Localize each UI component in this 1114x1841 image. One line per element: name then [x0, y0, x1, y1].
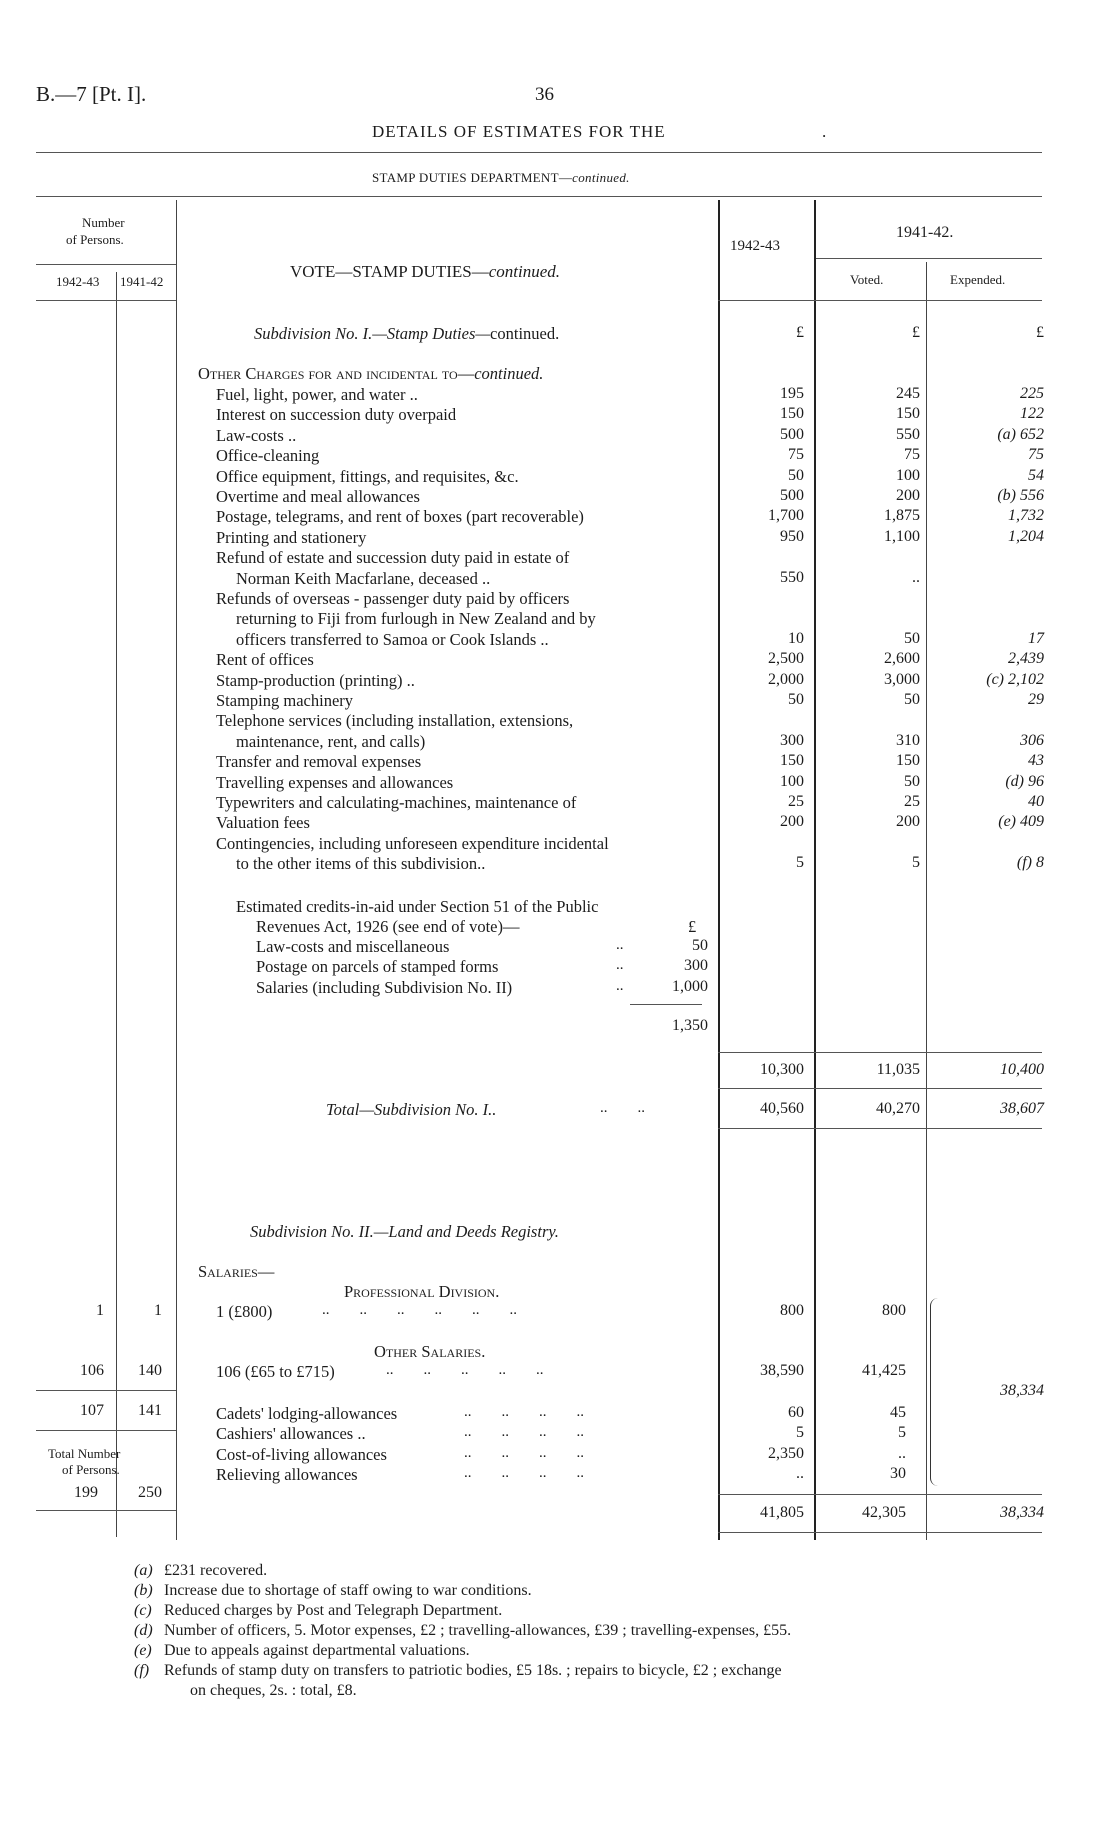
- charge-item-voted: 1,100: [884, 527, 920, 545]
- charge-item-expended: 43: [1028, 752, 1044, 770]
- header-rule: [36, 152, 1042, 153]
- charge-item-label: Overtime and meal allowances: [216, 487, 420, 506]
- credits-total: 1,350: [672, 1017, 708, 1034]
- persons-total-rule: [36, 1510, 176, 1511]
- total-persons-1942: 199: [74, 1484, 98, 1501]
- charge-item-voted: ..: [912, 568, 920, 586]
- charge-item-expended: 40: [1028, 793, 1044, 810]
- other-row-1942: 38,590: [760, 1362, 804, 1379]
- charge-item-label: returning to Fiji from furlough in New Zealand and by: [236, 609, 596, 629]
- charge-item-voted: 75: [904, 446, 920, 464]
- charge-item-label: Refund of estate and succession duty paid in estate of: [216, 548, 570, 568]
- currency-expended: £: [1036, 324, 1044, 341]
- charge-item-expended: 29: [1028, 691, 1044, 708]
- charge-item-voted: 200: [896, 813, 920, 831]
- credit-item-label: Salaries (including Subdivision No. II): [256, 977, 513, 997]
- charge-item-voted: 150: [896, 752, 920, 770]
- charge-item-expended: (c) 2,102: [986, 670, 1044, 688]
- charge-item-expended: 2,439: [1008, 650, 1044, 668]
- charge-item-1942: 150: [780, 405, 804, 423]
- footnote-mark: (f): [134, 1662, 150, 1679]
- charge-item-1942: 10: [788, 629, 804, 647]
- charge-item-1942: 5: [796, 854, 804, 872]
- charge-item-1942: 50: [788, 691, 804, 708]
- footnote-mark: (b): [134, 1582, 153, 1599]
- charge-item-voted: 150: [896, 405, 920, 423]
- allowance-item-voted: 45: [890, 1404, 906, 1421]
- prof-persons-1941: 1: [154, 1302, 162, 1319]
- charge-item-label: Law-costs ..: [216, 425, 297, 445]
- persons-header-rule-2: [36, 300, 176, 301]
- column-divider-expended: [926, 262, 927, 1540]
- charge-item-expended: 75: [1028, 446, 1044, 464]
- allowance-item-voted: 5: [898, 1424, 906, 1442]
- charge-item-voted: 5: [912, 854, 920, 872]
- year-1942-43: 1942-43: [730, 238, 780, 254]
- charge-item-1942: 25: [788, 793, 804, 810]
- total-persons-label-2: of Persons.: [62, 1462, 120, 1477]
- expended-header: Expended.: [950, 272, 1006, 287]
- total-expended: 38,607: [1000, 1100, 1044, 1117]
- allowance-item-voted: 30: [890, 1465, 906, 1483]
- credit-item-dots: ..: [616, 937, 624, 953]
- footnote: [190, 1682, 357, 1700]
- footnote: [134, 1602, 502, 1620]
- persons-header-2: of Persons.: [66, 232, 124, 247]
- credit-item-amount: 300: [684, 957, 708, 975]
- allowance-item-1942: 5: [796, 1424, 804, 1442]
- credits-pound: £: [688, 917, 697, 936]
- charge-item-label: Rent of offices: [216, 650, 314, 670]
- charge-item-label: Stamping machinery: [216, 691, 354, 710]
- other-persons-1941: 140: [138, 1362, 162, 1379]
- other-persons-1942: 106: [80, 1362, 104, 1379]
- vote-title: VOTE—STAMP DUTIES—continued.: [290, 262, 561, 281]
- charge-item-voted: 3,000: [884, 670, 920, 688]
- charge-item-expended: (b) 556: [997, 487, 1044, 504]
- footnote-mark: (e): [134, 1642, 152, 1659]
- charge-item-voted: 100: [896, 466, 920, 484]
- footnote-mark: (d): [134, 1622, 153, 1639]
- allowance-item-1942: ..: [796, 1465, 804, 1483]
- persons-subtotal-1942: 107: [80, 1402, 104, 1419]
- credit-item-amount: 50: [692, 937, 708, 954]
- footnote: [134, 1642, 470, 1660]
- charge-item-label: Valuation fees: [216, 813, 310, 833]
- charge-item-1942: 300: [780, 731, 804, 749]
- charge-item-1942: 2,000: [768, 670, 804, 688]
- persons-year-divider: [116, 272, 117, 1537]
- allowance-item-label: Relieving allowances: [216, 1465, 358, 1485]
- department-title: STAMP DUTIES DEPARTMENT—continued.: [372, 170, 630, 185]
- prof-row-1942: 800: [780, 1302, 804, 1319]
- document-reference: B.—7 [Pt. I].: [36, 82, 147, 106]
- prof-row-dots: .. .. .. .. .. ..: [322, 1302, 517, 1318]
- subdivision-2-heading: Subdivision No. II.—Land and Deeds Registry.: [250, 1222, 559, 1241]
- charge-item-1942: 550: [780, 568, 804, 586]
- persons-subtotal-1941: 141: [138, 1402, 162, 1419]
- charge-item-1942: 195: [780, 385, 804, 402]
- allowance-item-1942: 2,350: [768, 1444, 804, 1462]
- footnote-mark: (a): [134, 1562, 153, 1579]
- charge-item-1942: 150: [780, 752, 804, 770]
- persons-subtotal-rule-2: [36, 1430, 176, 1431]
- subdivision-2-total-rule-2: [718, 1532, 1042, 1533]
- footnote-text: £231 recovered.: [164, 1562, 268, 1579]
- charge-item-label: Travelling expenses and allowances: [216, 772, 454, 792]
- credits-line-2: Revenues Act, 1926 (see end of vote)—: [256, 917, 520, 936]
- footnote-text: on cheques, 2s. : total, £8.: [190, 1682, 357, 1699]
- charge-item-voted: 50: [904, 691, 920, 708]
- persons-subtotal-rule: [36, 1390, 176, 1391]
- allowance-item-1942: 60: [788, 1404, 804, 1421]
- charge-item-label: officers transferred to Samoa or Cook Islands ..: [236, 629, 549, 649]
- subtotal-expended: 10,400: [1000, 1061, 1044, 1078]
- charge-item-expended: (a) 652: [997, 425, 1044, 443]
- subdivision-1-total-label: Total—Subdivision No. I..: [326, 1100, 497, 1119]
- footnote-text: Due to appeals against departmental valuations.: [164, 1642, 470, 1659]
- total-voted: 40,270: [876, 1100, 920, 1117]
- charge-item-expended: 122: [1020, 405, 1044, 423]
- charge-item-expended: 225: [1020, 385, 1044, 402]
- page-number: 36: [535, 84, 554, 105]
- title-trailing-dot: .: [822, 122, 827, 141]
- charge-item-1942: 950: [780, 527, 804, 545]
- persons-column-divider: [176, 200, 177, 1540]
- footnote-text: Refunds of stamp duty on transfers to patriotic bodies, £5 18s. ; repairs to bicycle, £2 ; exchange: [164, 1662, 782, 1679]
- footnote-text: Number of officers, 5. Motor expenses, £2 ; travelling-allowances, £39 ; travelling-expenses, £55.: [164, 1622, 792, 1639]
- footnote-mark: (c): [134, 1602, 152, 1619]
- charge-item-expended: 54: [1028, 466, 1044, 484]
- charge-item-label: Office equipment, fittings, and requisites, &c.: [216, 466, 519, 486]
- year-header-rule: [816, 258, 1042, 259]
- professional-division-heading: Professional Division.: [344, 1282, 500, 1301]
- charge-item-voted: 245: [896, 385, 920, 402]
- charge-item-1942: 50: [788, 466, 804, 484]
- subtotal-voted: 11,035: [876, 1061, 920, 1078]
- other-salaries-heading: Other Salaries.: [374, 1342, 486, 1361]
- total-dots: .. ..: [600, 1100, 645, 1116]
- persons-header-rule: [36, 264, 176, 265]
- currency-voted: £: [912, 324, 920, 341]
- charge-item-label: Office-cleaning: [216, 446, 320, 466]
- charge-item-voted: 200: [896, 487, 920, 504]
- allowance-item-label: Cost-of-living allowances: [216, 1444, 387, 1464]
- subtotal-1942: 10,300: [760, 1061, 804, 1078]
- allowance-item-label: Cashiers' allowances ..: [216, 1424, 366, 1444]
- credit-item-label: Postage on parcels of stamped forms: [256, 957, 499, 977]
- allowance-item-dots: .. .. .. ..: [464, 1465, 584, 1482]
- charge-item-label: Postage, telegrams, and rent of boxes (part recoverable): [216, 507, 584, 527]
- credits-rule: [630, 1004, 702, 1005]
- allowance-item-label: Cadets' lodging-allowances: [216, 1404, 398, 1423]
- bracket-expended-value: 38,334: [1000, 1382, 1044, 1399]
- subtotal-rule-2: [718, 1088, 1042, 1089]
- charge-item-label: to the other items of this subdivision..: [236, 854, 486, 874]
- subdivision-2-total-1942: 41,805: [760, 1504, 804, 1521]
- total-1942: 40,560: [760, 1100, 804, 1117]
- charge-item-label: Typewriters and calculating-machines, maintenance of: [216, 793, 577, 812]
- charge-item-1942: 75: [788, 446, 804, 464]
- charge-item-1942: 2,500: [768, 650, 804, 668]
- prof-persons-1942: 1: [96, 1302, 104, 1319]
- charge-item-expended: (e) 409: [998, 813, 1044, 831]
- charge-item-1942: 500: [780, 487, 804, 504]
- charge-item-label: Fuel, light, power, and water ..: [216, 385, 418, 404]
- footnote-text: Reduced charges by Post and Telegraph Department.: [164, 1602, 503, 1619]
- charge-item-voted: 2,600: [884, 650, 920, 668]
- subdivision-2-total-rule: [718, 1494, 1042, 1495]
- allowance-item-voted: ..: [898, 1444, 906, 1462]
- charge-item-voted: 1,875: [884, 507, 920, 525]
- charge-item-expended: 306: [1020, 731, 1044, 749]
- credit-item-dots: ..: [616, 977, 624, 994]
- charge-item-voted: 550: [896, 425, 920, 443]
- page-title: DETAILS OF ESTIMATES FOR THE: [372, 122, 666, 141]
- subdivision-1-heading: Subdivision No. I.—Stamp Duties—continued.: [254, 324, 560, 343]
- footnote-text: Increase due to shortage of staff owing to war conditions.: [164, 1582, 532, 1599]
- charge-item-expended: (f) 8: [1016, 854, 1044, 872]
- charge-item-1942: 200: [780, 813, 804, 831]
- subdivision-2-total-voted: 42,305: [862, 1504, 906, 1521]
- other-row-voted: 41,425: [862, 1362, 906, 1379]
- credit-item-label: Law-costs and miscellaneous: [256, 937, 450, 956]
- other-row-dots: .. .. .. .. ..: [386, 1362, 544, 1378]
- footnote: [134, 1662, 782, 1680]
- charge-item-1942: 1,700: [768, 507, 804, 525]
- footnote: [134, 1622, 791, 1640]
- charge-item-label: Stamp-production (printing) ..: [216, 670, 415, 690]
- charge-item-label: Refunds of overseas - passenger duty paid by officers: [216, 589, 570, 608]
- charge-item-voted: 50: [904, 629, 920, 647]
- total-rule: [718, 1128, 1042, 1129]
- subdivision-2-total-expended: 38,334: [1000, 1504, 1044, 1521]
- charge-item-voted: 50: [904, 772, 920, 790]
- allowance-item-dots: .. .. .. ..: [464, 1404, 584, 1420]
- persons-col-1941: 1941-42: [120, 274, 164, 289]
- charge-item-1942: 500: [780, 425, 804, 443]
- charge-item-voted: 310: [896, 731, 920, 749]
- charge-item-label: maintenance, rent, and calls): [236, 731, 426, 751]
- credits-line-1: Estimated credits-in-aid under Section 51 of the Public: [236, 897, 599, 916]
- subtotal-rule: [718, 1052, 1042, 1053]
- charge-item-label: Contingencies, including unforeseen expenditure incidental: [216, 833, 609, 853]
- charge-item-voted: 25: [904, 793, 920, 810]
- allowance-item-dots: .. .. .. ..: [464, 1444, 584, 1461]
- charge-item-expended: 1,732: [1008, 507, 1044, 525]
- charge-item-expended: 17: [1028, 629, 1044, 647]
- allowance-item-dots: .. .. .. ..: [464, 1424, 584, 1441]
- persons-header: Number: [82, 215, 125, 230]
- footnote: [134, 1562, 267, 1580]
- prof-row-voted: 800: [882, 1302, 906, 1319]
- currency-1942: £: [796, 324, 804, 341]
- charge-item-expended: 1,204: [1008, 527, 1044, 545]
- charge-item-label: Telephone services (including installation, extensions,: [216, 711, 574, 731]
- total-persons-1941: 250: [138, 1484, 162, 1501]
- credit-item-amount: 1,000: [672, 977, 708, 995]
- footnote: [134, 1582, 532, 1600]
- credit-item-dots: ..: [616, 957, 624, 974]
- charge-item-expended: (d) 96: [1005, 772, 1044, 790]
- year-1941-42: 1941-42.: [896, 224, 954, 241]
- charge-item-label: Norman Keith Macfarlane, deceased ..: [236, 568, 491, 588]
- table-top-rule: [36, 196, 1042, 197]
- prof-row-label: 1 (£800): [216, 1302, 273, 1321]
- charge-item-label: Interest on succession duty overpaid: [216, 405, 457, 425]
- charge-item-label: Printing and stationery: [216, 527, 367, 547]
- other-row-label: 106 (£65 to £715): [216, 1362, 335, 1381]
- money-header-rule: [718, 300, 1042, 301]
- total-persons-label: Total Number: [48, 1446, 121, 1461]
- persons-col-1942: 1942-43: [56, 274, 100, 289]
- other-charges-heading: Other Charges for and incidental to—continued.: [198, 364, 544, 383]
- voted-header: Voted.: [850, 272, 884, 287]
- salaries-heading: Salaries—: [198, 1262, 275, 1281]
- charge-item-label: Transfer and removal expenses: [216, 752, 422, 772]
- charge-item-1942: 100: [780, 772, 804, 790]
